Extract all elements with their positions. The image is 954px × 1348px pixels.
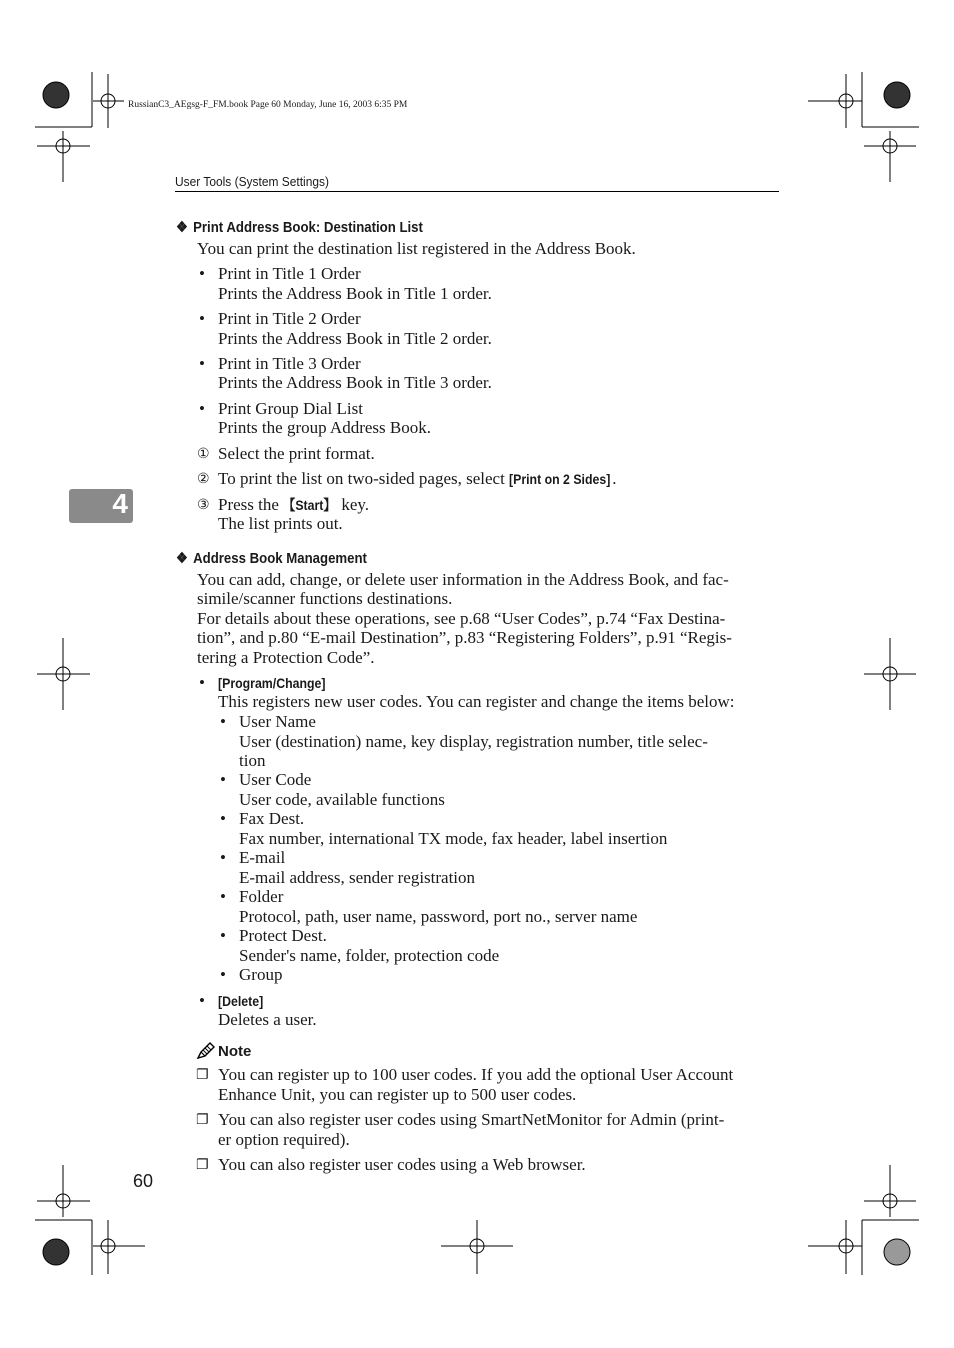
diamond-bullet-icon: ❖ (176, 219, 188, 236)
list-item-desc: Prints the Address Book in Title 1 order. (218, 284, 492, 303)
sub-item-label: User Name (239, 712, 316, 731)
sub-item-label: Fax Dest. (239, 809, 305, 828)
header-rule (175, 191, 779, 192)
section2-para-line: simile/scanner functions destinations. (197, 589, 453, 608)
print-on-2-sides-key: [Print on 2 Sides] (509, 471, 611, 487)
bullet-icon: • (220, 809, 226, 828)
list-item-label: Print in Title 1 Order (218, 264, 361, 283)
sub-item-desc: Sender's name, folder, protection code (239, 946, 500, 965)
bullet-icon: • (199, 309, 205, 328)
section2-para-line: tion”, and p.80 “E-mail Destination”, p.83 “Registering Folders”, p.91 “Regis- (197, 628, 732, 647)
step-number-1: ① (197, 447, 210, 462)
diamond-bullet-icon: ❖ (176, 550, 188, 567)
section2-para-line: tering a Protection Code”. (197, 648, 375, 667)
sub-item-label: Folder (239, 887, 284, 906)
bullet-icon: • (199, 991, 205, 1010)
list-item-desc: Prints the group Address Book. (218, 418, 431, 437)
sub-item-label: E-mail (239, 848, 286, 867)
step-3-result: The list prints out. (218, 514, 343, 533)
list-item-label: Print Group Dial List (218, 399, 363, 418)
program-change-desc: This registers new user codes. You can register and change the items below: (218, 692, 735, 711)
section2-para-line: You can add, change, or delete user information in the Address Book, and fac- (197, 570, 729, 589)
list-item-label: Print in Title 2 Order (218, 309, 361, 328)
list-item-desc: Prints the Address Book in Title 2 order. (218, 329, 492, 348)
print-meta: RussianC3_AEgsg-F_FM.book Page 60 Monday, June 16, 2003 6:35 PM (128, 100, 408, 110)
step-number-3: ③ (197, 498, 210, 513)
sub-item-desc: tion (239, 751, 266, 770)
note-line: You can register up to 100 user codes. If you add the optional User Account (218, 1065, 734, 1084)
checkbox-bullet-icon: ❐ (196, 1067, 209, 1083)
note-line: You can also register user codes using SmartNetMonitor for Admin (print- (218, 1110, 725, 1129)
section-title-print-address-book: ❖ Print Address Book: Destination List (176, 219, 423, 236)
step-3-text: Press the 【Start】 key. (218, 495, 370, 514)
chapter-number: 4 (112, 488, 128, 519)
bullet-icon: • (199, 673, 205, 692)
section2-para-line: For details about these operations, see p.68 “User Codes”, p.74 “Fax Destina- (197, 609, 726, 628)
list-item-desc: Prints the Address Book in Title 3 order. (218, 373, 492, 392)
sub-item-label: Group (239, 965, 283, 984)
program-change-key: [Program/Change] (218, 675, 326, 691)
sub-item-desc: Fax number, international TX mode, fax header, label insertion (239, 829, 668, 848)
note-line: Enhance Unit, you can register up to 500 user codes. (218, 1085, 577, 1104)
bullet-icon: • (199, 354, 205, 373)
step-1-text: Select the print format. (218, 444, 375, 463)
step-number-2: ② (197, 472, 210, 487)
sub-item-desc: User (destination) name, key display, registration number, title selec- (239, 732, 708, 751)
bullet-icon: • (220, 770, 226, 789)
section-title-address-book-management: ❖ Address Book Management (176, 550, 367, 567)
sub-item-desc: E-mail address, sender registration (239, 868, 476, 887)
section1-intro: You can print the destination list registered in the Address Book. (197, 239, 636, 258)
list-item-label: Print in Title 3 Order (218, 354, 361, 373)
bullet-icon: • (220, 712, 226, 731)
step-2-text: To print the list on two-sided pages, select [Print on 2 Sides] . (218, 469, 617, 488)
note-title: Note (218, 1043, 252, 1060)
bullet-icon: • (220, 926, 226, 945)
bullet-icon: • (199, 399, 205, 418)
delete-key: [Delete] (218, 993, 264, 1009)
checkbox-bullet-icon: ❐ (196, 1112, 209, 1128)
bullet-icon: • (199, 264, 205, 283)
note-line: You can also register user codes using a Web browser. (218, 1155, 586, 1174)
running-header: User Tools (System Settings) (175, 174, 329, 189)
sub-item-desc: Protocol, path, user name, password, port no., server name (239, 907, 638, 926)
sub-item-label: User Code (239, 770, 312, 789)
delete-desc: Deletes a user. (218, 1010, 317, 1029)
sub-item-label: Protect Dest. (239, 926, 327, 945)
pencil-icon (196, 1041, 216, 1061)
note-line: er option required). (218, 1130, 350, 1149)
bullet-icon: • (220, 887, 226, 906)
sub-item-desc: User code, available functions (239, 790, 445, 809)
bullet-icon: • (220, 965, 226, 984)
chapter-tab (69, 489, 133, 523)
bullet-icon: • (220, 848, 226, 867)
checkbox-bullet-icon: ❐ (196, 1157, 209, 1173)
page-number: 60 (133, 1171, 154, 1191)
start-key: 【Start】 (283, 497, 336, 513)
